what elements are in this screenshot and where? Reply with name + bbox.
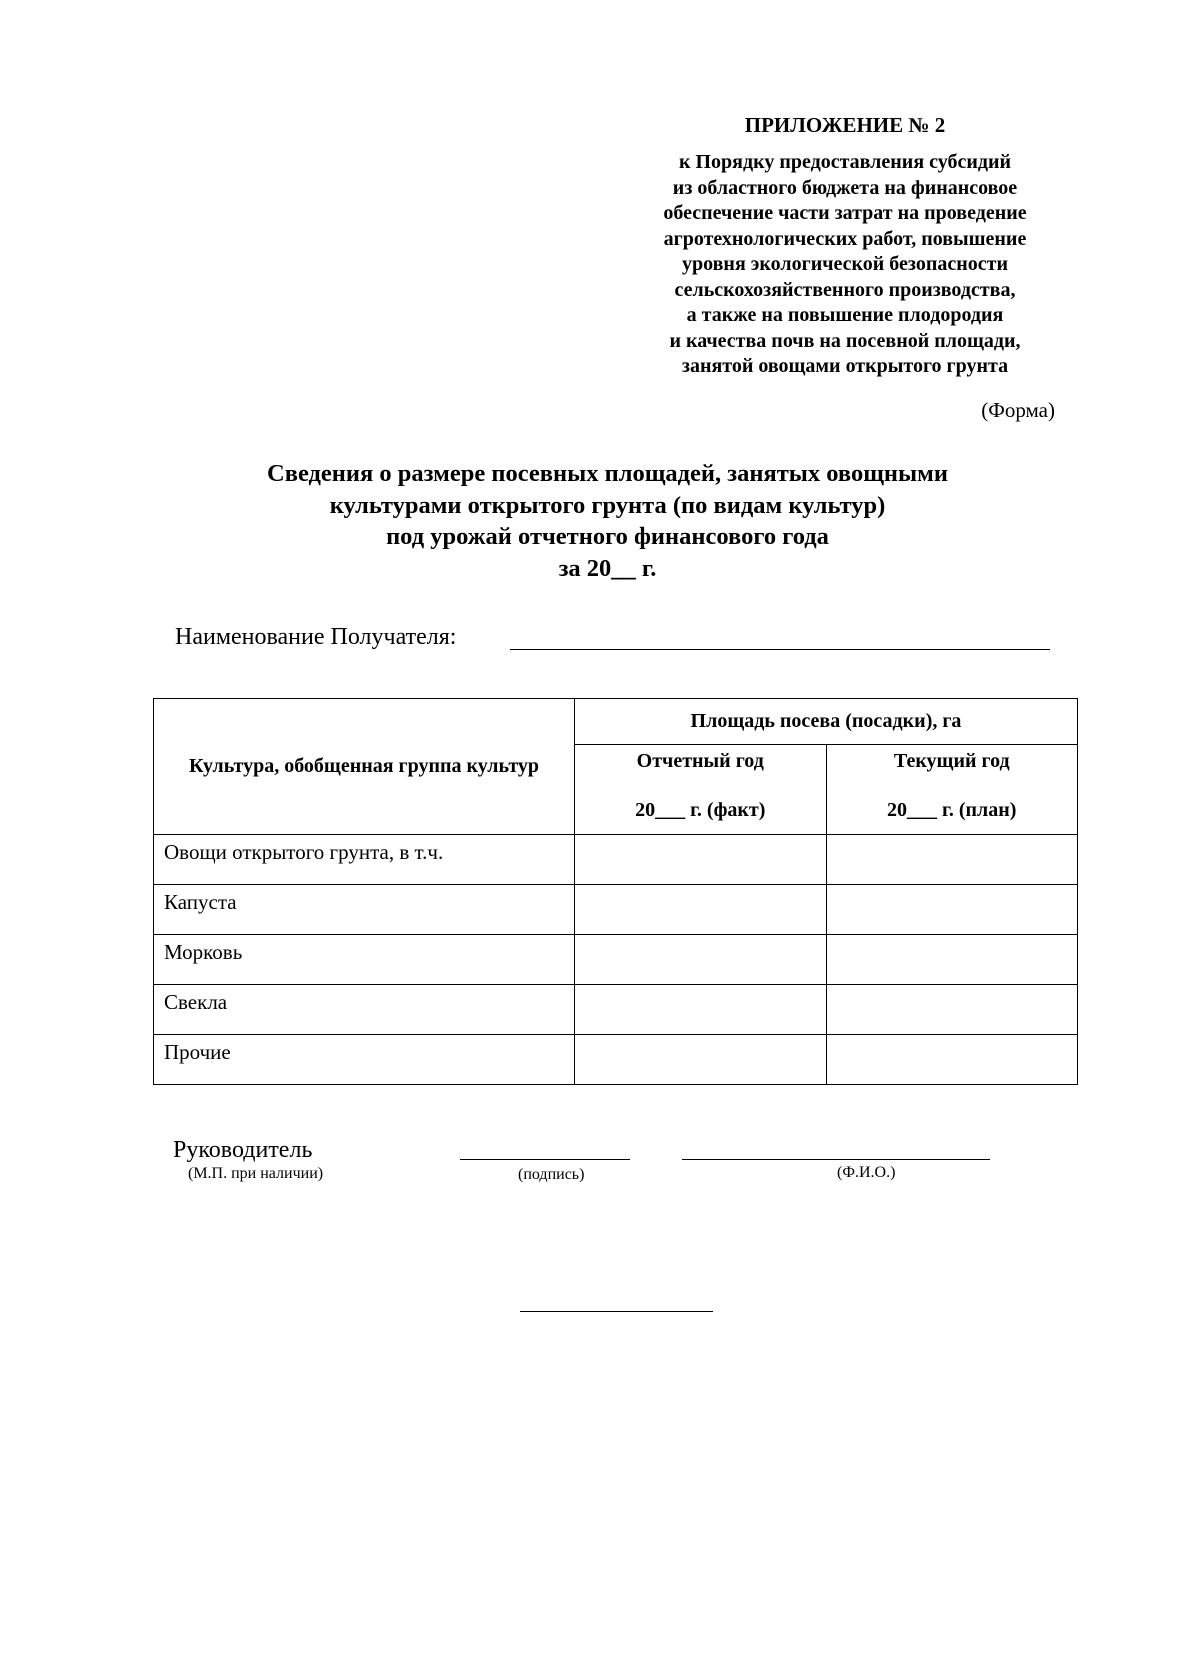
appendix-line: а также на повышение плодородия — [686, 304, 1004, 326]
table-header-row — [154, 699, 1078, 745]
appendix-line: агротехнологических работ, повышение — [663, 227, 1027, 250]
current-year-label: Текущий год — [893, 750, 1010, 772]
current-area-cell[interactable] — [826, 1035, 1078, 1085]
crops-area-table — [153, 698, 1078, 1085]
reported-area-cell[interactable] — [575, 985, 827, 1035]
culture-cell: Капуста — [154, 885, 575, 935]
appendix-line: обеспечение части затрат на проведение — [663, 202, 1027, 224]
current-area-cell[interactable] — [826, 985, 1078, 1035]
appendix-line: занятой овощами открытого грунта — [681, 355, 1009, 377]
recipient-label: Наименование Получателя: — [175, 624, 457, 650]
appendix-line: к Порядку предоставления субсидий — [678, 151, 1012, 173]
full-name-field[interactable] — [682, 1159, 990, 1160]
recipient-name-field[interactable] — [510, 649, 1050, 650]
culture-cell: Прочие — [154, 1035, 575, 1085]
form-label: (Форма) — [981, 398, 1055, 422]
title-line: за 20__ г. — [558, 554, 657, 582]
current-year-period: 20___ г. (план) — [887, 799, 1017, 821]
culture-cell: Морковь — [154, 935, 575, 985]
appendix-line: из областного бюджета на финансовое — [672, 176, 1018, 199]
title-line: Сведения о размере посевных площадей, занятых овощными — [267, 460, 948, 487]
table-row — [154, 985, 1078, 1035]
table-row — [154, 885, 1078, 935]
column-header-area: Площадь посева (посадки), га — [575, 699, 1078, 745]
culture-cell: Овощи открытого грунта, в т.ч. — [154, 835, 575, 885]
appendix-line: уровня экологической безопасности — [682, 253, 1008, 275]
signatory-title: Руководитель — [173, 1137, 313, 1163]
reported-area-cell[interactable] — [575, 835, 827, 885]
table-row — [154, 835, 1078, 885]
culture-cell: Свекла — [154, 985, 575, 1035]
reported-year-label: Отчетный год — [636, 750, 764, 772]
signature-field[interactable] — [460, 1159, 630, 1160]
column-header-reported-year — [575, 745, 827, 835]
appendix-line: и качества почв на посевной площади, — [669, 329, 1021, 352]
stamp-note: (М.П. при наличии) — [188, 1165, 324, 1182]
document-title — [130, 458, 1085, 584]
signature-note: (подпись) — [518, 1166, 585, 1183]
reported-area-cell[interactable] — [575, 935, 827, 985]
current-area-cell[interactable] — [826, 835, 1078, 885]
appendix-heading: ПРИЛОЖЕНИЕ № 2 — [744, 113, 946, 137]
closing-divider — [520, 1311, 713, 1312]
appendix-reference-text — [600, 150, 1090, 380]
table-row — [154, 935, 1078, 985]
current-area-cell[interactable] — [826, 885, 1078, 935]
table-row — [154, 1035, 1078, 1085]
reported-area-cell[interactable] — [575, 1035, 827, 1085]
column-header-current-year — [826, 745, 1078, 835]
reported-area-cell[interactable] — [575, 885, 827, 935]
full-name-note: (Ф.И.О.) — [837, 1164, 896, 1181]
current-area-cell[interactable] — [826, 935, 1078, 985]
reported-year-period: 20___ г. (факт) — [635, 799, 766, 821]
appendix-line: сельскохозяйственного производства, — [674, 278, 1016, 301]
column-header-culture: Культура, обобщенная группа культур — [154, 699, 575, 835]
title-line: под урожай отчетного финансового года — [386, 523, 829, 550]
title-line: культурами открытого грунта (по видам культур) — [329, 491, 886, 519]
